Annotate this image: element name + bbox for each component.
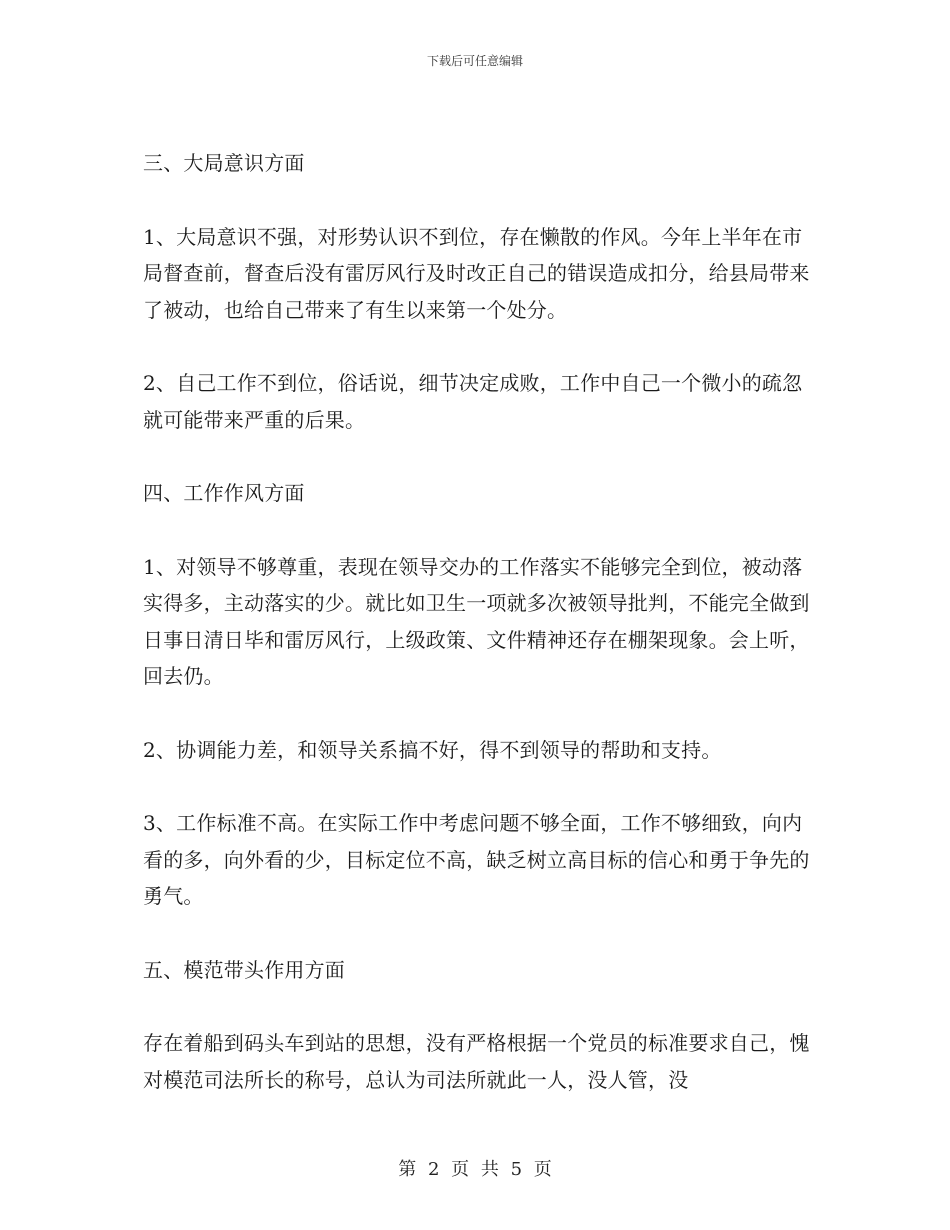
paragraph: 1、大局意识不强，对形势认识不到位，存在懒散的作风。今年上半年在市局督查前，督查后没有雷厉风行及时改正自己的错误造成扣分，给县局带来了被动，也给自己带来了有生以来第一个处分。 [143,224,810,322]
paragraph: 存在着船到码头车到站的思想，没有严格根据一个党员的标准要求自己，愧对模范司法所长的称号，总认为司法所就此一人，没人管，没 [143,1031,810,1092]
section-heading-3: 三、大局意识方面 [143,151,305,175]
page-number-footer: 第 2 页 共 5 页 [398,1159,552,1180]
section-heading-4: 四、工作作风方面 [143,481,305,505]
document-body [143,145,813,1098]
paragraph: 2、自己工作不到位，俗话说，细节决定成败，工作中自己一个微小的疏忽就可能带来严重的后果。 [143,371,803,432]
paragraph: 2、协调能力差，和领导关系搞不好，得不到领导的帮助和支持。 [143,737,722,762]
section-heading-5: 五、模范带头作用方面 [143,957,345,982]
page-header: 下载后可任意编辑 [426,54,523,68]
paragraph: 1、对领导不够尊重，表现在领导交办的工作落实不能够完全到位，被动落实得多，主动落实的少。就比如卫生一项就多次被领导批判，不能完全做到日事日清日毕和雷厉风行，上级政策、文件精神还存在棚架现象。会上听，回去仍。 [143,554,810,688]
paragraph: 3、工作标准不高。在实际工作中考虑问题不够全面，工作不够细致，向内看的多，向外看的少，目标定位不高，缺乏树立高目标的信心和勇于争先的勇气。 [143,811,810,908]
